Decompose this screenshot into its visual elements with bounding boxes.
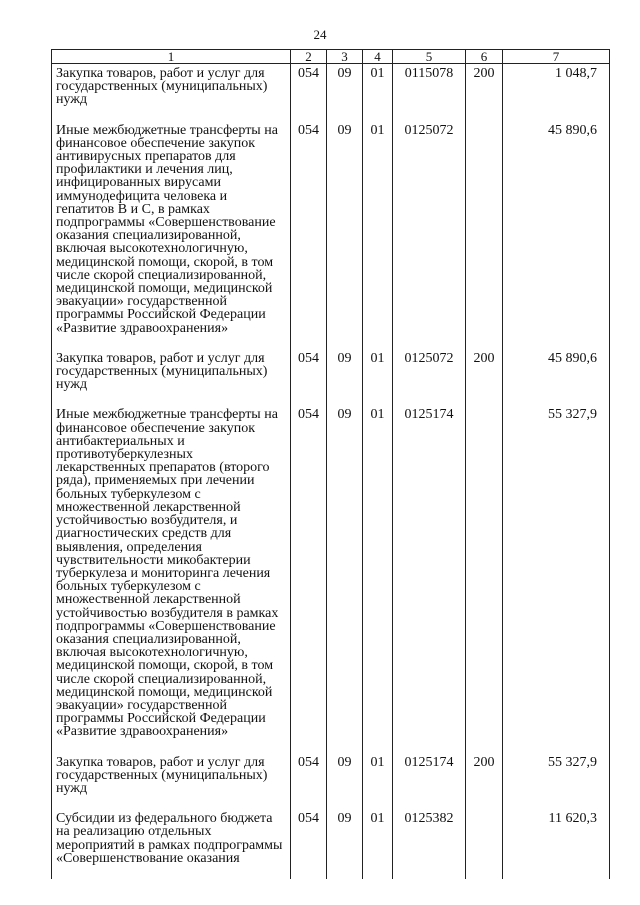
row-admin-code: 054 [291,121,327,349]
table-row [52,809,610,879]
row-target-code: 0125174 [393,753,466,810]
row-target-code: 0125072 [393,349,466,406]
budget-table [51,49,610,879]
row-admin-code: 054 [291,753,327,810]
row-admin-code: 054 [291,64,327,121]
row-name: Иные межбюджетные трансферты на финансовое обеспечение закупок антибактериальных и противотуберкулезных лекарственных препаратов (второго ряда), применяемых при лечении больных туберкулезом с множественной лекарственной устойчивостью возбудителя, и диагностических средств для выявления, определения чувствительности микобактерии туберкулеза и мониторинга лечения больных туберкулезом с множественной лекарственной устойчивостью возбудителя в рамках подпрограммы «Совершенствование оказания специализированной, включая высокотехнологичную, медицинской помощи, скорой, в том числе скорой специализированной, медицинской помощи, медицинской эвакуации» государственной программы Российской Федерации «Развитие здравоохранения» [52,405,291,752]
row-amount: 45 890,6 [503,121,610,349]
row-section-code: 09 [327,753,363,810]
row-expense-code: 200 [466,753,503,810]
table-row [52,121,610,349]
table-header-row [52,50,610,64]
row-subsection-code: 01 [363,809,393,879]
row-subsection-code: 01 [363,64,393,121]
column-header-target: 5 [393,50,466,64]
row-target-code: 0125382 [393,809,466,879]
column-header-subsection: 4 [363,50,393,64]
row-subsection-code: 01 [363,121,393,349]
row-admin-code: 054 [291,809,327,879]
row-expense-code [466,405,503,752]
table-row [52,64,610,121]
row-section-code: 09 [327,405,363,752]
row-admin-code: 054 [291,349,327,406]
row-subsection-code: 01 [363,405,393,752]
column-header-expense-type: 6 [466,50,503,64]
column-header-name: 1 [52,50,291,64]
row-amount: 55 327,9 [503,753,610,810]
row-amount: 55 327,9 [503,405,610,752]
row-section-code: 09 [327,121,363,349]
row-target-code: 0115078 [393,64,466,121]
row-amount: 11 620,3 [503,809,610,879]
row-amount: 1 048,7 [503,64,610,121]
page-number: 24 [313,27,327,42]
row-target-code: 0125072 [393,121,466,349]
row-expense-code [466,809,503,879]
row-section-code: 09 [327,64,363,121]
row-subsection-code: 01 [363,349,393,406]
row-expense-code [466,121,503,349]
column-header-amount: 7 [503,50,610,64]
row-name: Иные межбюджетные трансферты на финансовое обеспечение закупок антивирусных препаратов для профилактики и лечения лиц, инфицированных вирусами иммунодефицита человека и гепатитов B и C, в рамках подпрограммы «Совершенствование оказания специализированной, включая высокотехнологичную, медицинской помощи, скорой, в том числе скорой специализированной, медицинской помощи, медицинской эвакуации» государственной программы Российской Федерации «Развитие здравоохранения» [52,121,291,349]
row-section-code: 09 [327,349,363,406]
row-expense-code: 200 [466,64,503,121]
column-header-admin: 2 [291,50,327,64]
row-name: Закупка товаров, работ и услуг для государственных (муниципальных) нужд [52,64,291,121]
row-name: Закупка товаров, работ и услуг для государственных (муниципальных) нужд [52,349,291,406]
row-subsection-code: 01 [363,753,393,810]
row-section-code: 09 [327,809,363,879]
table-row [52,753,610,810]
table-row [52,349,610,406]
row-admin-code: 054 [291,405,327,752]
row-expense-code: 200 [466,349,503,406]
row-name: Субсидии из федерального бюджета на реализацию отдельных мероприятий в рамках подпрограммы «Совершенствование оказания [52,809,291,879]
table-row [52,405,610,752]
row-target-code: 0125174 [393,405,466,752]
row-amount: 45 890,6 [503,349,610,406]
column-header-section: 3 [327,50,363,64]
row-name: Закупка товаров, работ и услуг для государственных (муниципальных) нужд [52,753,291,810]
